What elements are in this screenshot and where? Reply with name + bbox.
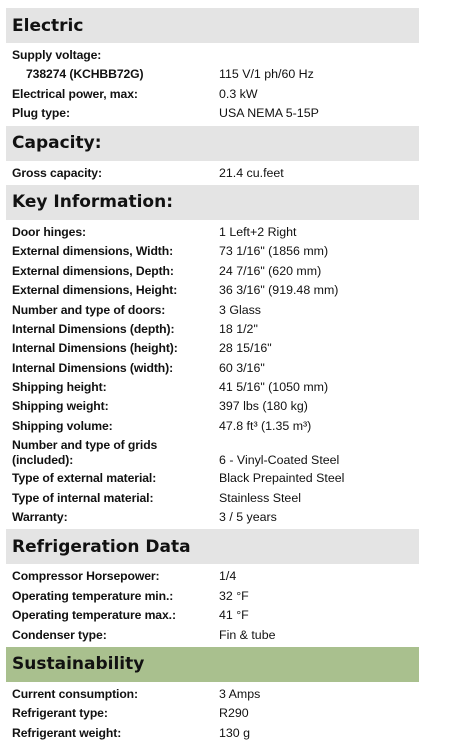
spec-label-grids [6,438,219,468]
spec-value: Stainless Steel [219,490,301,505]
spec-value: 0.3 kW [219,86,258,101]
section-refrigeration-rows [6,564,419,647]
spec-label: Operating temperature min.: [12,588,174,603]
spec-row [6,301,419,320]
spec-label: Electrical power, max: [12,86,138,101]
spec-row [6,704,419,723]
spec-label: Door hinges: [12,224,86,239]
spec-row-grids [6,436,419,469]
section-header-capacity [6,126,419,161]
spec-row-plug [6,104,419,123]
spec-label-grids-line1: Number and type of grids [12,438,158,453]
spec-value: 41 °F [219,608,249,623]
spec-row-model [6,65,419,84]
spec-label: External dimensions, Height: [12,283,178,298]
section-title-sustainability: Sustainability [12,654,145,675]
spec-row [6,262,419,281]
spec-value: 3 Glass [219,302,262,317]
spec-value: 28 15/16" [219,341,272,356]
spec-label: Shipping weight: [12,399,109,414]
spec-label: Supply voltage: [12,48,102,62]
spec-value: 1/4 [219,569,237,584]
section-sustainability-rows [6,682,419,745]
spec-label: 738274 (KCHBB72G) [26,67,144,82]
spec-row [6,567,419,586]
section-title-refrigeration: Refrigeration Data [12,536,191,557]
spec-value: 1 Left+2 Right [219,224,297,239]
spec-label: Operating temperature max.: [12,608,176,623]
spec-value: 47.8 ft³ (1.35 m³) [219,418,312,433]
spec-label: Internal Dimensions (width): [12,360,174,375]
section-header-sustainability [6,647,419,682]
spec-label: External dimensions, Depth: [12,263,174,278]
spec-row-power [6,85,419,104]
spec-label: Internal Dimensions (height): [12,341,178,356]
section-key-information-rows [6,220,419,529]
section-title-key-information: Key Information: [12,192,174,213]
spec-value: 3 / 5 years [219,510,277,525]
spec-label: Gross capacity: [12,165,102,180]
spec-sheet [6,8,419,745]
spec-label-grids-line2: (included): [12,453,74,468]
spec-row-gross-capacity [6,164,419,183]
spec-value: 60 3/16" [219,360,265,375]
spec-label: Refrigerant weight: [12,725,122,740]
spec-row [6,469,419,488]
spec-row-supply-voltage [6,46,419,65]
spec-value: Fin & tube [219,627,276,642]
spec-row [6,378,419,397]
spec-row [6,587,419,606]
spec-label: Compressor Horsepower: [12,569,160,584]
spec-row [6,359,419,378]
spec-row [6,606,419,625]
spec-label: Number and type of doors: [12,302,166,317]
spec-value: 24 7/16" (620 mm) [219,263,322,278]
spec-value: 36 3/16" (919.48 mm) [219,283,339,298]
spec-label: Current consumption: [12,686,138,701]
spec-label: External dimensions, Width: [12,244,174,259]
spec-row [6,685,419,704]
spec-label: Warranty: [12,510,68,525]
spec-value: 6 - Vinyl-Coated Steel [219,453,340,468]
section-electric-rows [6,43,419,126]
spec-row [6,397,419,416]
spec-label: Internal Dimensions (depth): [12,321,175,336]
spec-row [6,508,419,527]
spec-row [6,242,419,261]
spec-row [6,339,419,358]
spec-label: Type of external material: [12,471,157,486]
section-header-electric [6,8,419,43]
spec-value: Black Prepainted Steel [219,471,345,486]
spec-value: 397 lbs (180 kg) [219,399,308,414]
spec-row [6,223,419,242]
spec-value: 41 5/16" (1050 mm) [219,380,329,395]
spec-row [6,626,419,645]
spec-row [6,724,419,743]
section-capacity-rows [6,161,419,185]
spec-label: Shipping volume: [12,418,113,433]
spec-value: 130 g [219,725,251,740]
section-header-refrigeration [6,529,419,564]
spec-row [6,281,419,300]
spec-value: 3 Amps [219,686,261,701]
spec-label: Condenser type: [12,627,107,642]
spec-row [6,417,419,436]
spec-value: 73 1/16" (1856 mm) [219,244,329,259]
section-header-key-information [6,185,419,220]
spec-row [6,320,419,339]
spec-value: 115 V/1 ph/60 Hz [219,67,314,82]
spec-label: Refrigerant type: [12,706,108,721]
spec-value: 32 °F [219,588,249,603]
spec-value: USA NEMA 5-15P [219,106,319,121]
spec-label: Plug type: [12,106,70,121]
section-title-electric: Electric [12,15,84,36]
spec-label: Shipping height: [12,380,107,395]
spec-value: 21.4 cu.feet [219,165,284,180]
spec-label: Type of internal material: [12,490,154,505]
spec-row [6,489,419,508]
spec-value: 18 1/2" [219,321,258,336]
spec-value: R290 [219,706,249,721]
section-title-capacity: Capacity: [12,133,102,154]
